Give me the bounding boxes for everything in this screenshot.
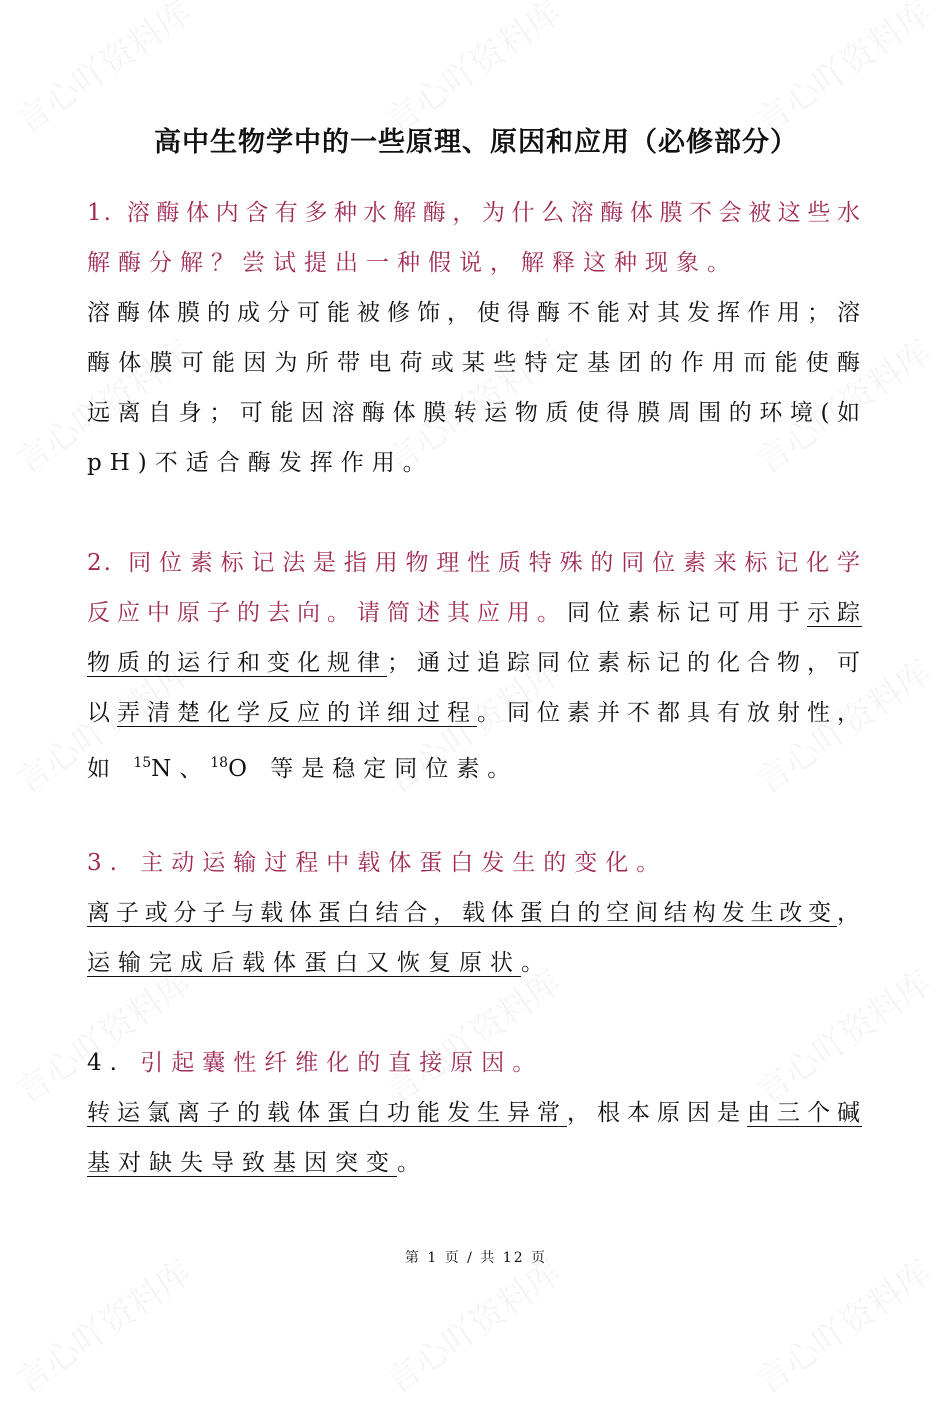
watermark bbox=[744, 1246, 939, 1403]
answer-text: 。 bbox=[397, 1150, 428, 1176]
text-line bbox=[87, 196, 862, 230]
answer-text: 。同位素并不都具有放射性， bbox=[477, 700, 862, 726]
text-line bbox=[87, 346, 862, 380]
underlined-answer: 基对缺失导致基因突变 bbox=[87, 1150, 397, 1176]
watermark bbox=[4, 1246, 199, 1403]
text-line bbox=[87, 946, 862, 980]
answer-text: 如 bbox=[87, 756, 134, 782]
underlined-answer: 弄清楚化学反应的详细过程 bbox=[117, 700, 477, 726]
text-line bbox=[87, 696, 862, 730]
text-line bbox=[87, 646, 862, 680]
answer-text: pH)不适合酶发挥作用。 bbox=[87, 450, 434, 476]
answer-text: 以 bbox=[87, 700, 117, 726]
text-line bbox=[87, 1146, 862, 1180]
answer-text: ， bbox=[837, 900, 862, 926]
question-text: 引起囊性纤维化的直接原因。 bbox=[140, 1050, 544, 1076]
answer-text: ，根本原因是 bbox=[567, 1100, 747, 1126]
superscript: 18 bbox=[210, 755, 229, 771]
underlined-answer: 示踪 bbox=[807, 600, 862, 626]
question-text: 3. 主动运输过程中载体蛋白发生的变化。 bbox=[87, 850, 668, 876]
underlined-answer: 转运氯离子的载体蛋白功能发生异常 bbox=[87, 1100, 567, 1126]
answer-text: N、 bbox=[151, 756, 211, 782]
text-line bbox=[87, 296, 862, 330]
text-line bbox=[87, 396, 862, 430]
watermark bbox=[374, 1246, 569, 1403]
answer-text: ；通过追踪同位素标记的化合物，可 bbox=[387, 650, 862, 676]
page-title: 高中生物学中的一些原理、原因和应用（必修部分） bbox=[154, 127, 798, 158]
text-line bbox=[87, 596, 862, 630]
answer-text: 。 bbox=[521, 950, 552, 976]
superscript: 15 bbox=[133, 755, 152, 771]
text-line bbox=[87, 896, 862, 930]
text-line bbox=[87, 746, 862, 780]
answer-text: 酶体膜可能因为所带电荷或某些特定基团的作用而能使酶 bbox=[87, 350, 862, 376]
text-line bbox=[87, 1046, 862, 1080]
text-line bbox=[87, 446, 862, 480]
question-text: 解酶分解？尝试提出一种假说，解释这种现象。 bbox=[87, 250, 738, 276]
answer-text: 同位素标记可用于 bbox=[567, 600, 807, 626]
underlined-answer: 运输完成后载体蛋白又恢复原状 bbox=[87, 950, 521, 976]
text-line bbox=[87, 246, 862, 280]
page-footer: 第 1 页 / 共 12 页 bbox=[404, 1250, 548, 1266]
text-line bbox=[87, 1096, 862, 1130]
answer-text: 远离自身；可能因溶酶体膜转运物质使得膜周围的环境(如 bbox=[87, 400, 862, 426]
answer-text: 溶酶体膜的成分可能被修饰，使得酶不能对其发挥作用；溶 bbox=[87, 300, 862, 326]
answer-text: O 等是稳定同位素。 bbox=[228, 756, 519, 782]
text-line bbox=[87, 546, 862, 580]
question-text: 反应中原子的去向。请简述其应用。 bbox=[87, 600, 567, 626]
question-text: 1. 溶酶体内含有多种水解酶，为什么溶酶体膜不会被这些水 bbox=[87, 200, 862, 226]
underlined-answer: 离子或分子与载体蛋白结合，载体蛋白的空间结构发生改变 bbox=[87, 900, 837, 926]
underlined-answer: 由三个碱 bbox=[747, 1100, 862, 1126]
question-text: 2. 同位素标记法是指用物理性质特殊的同位素来标记化学 bbox=[87, 550, 862, 576]
text-line bbox=[87, 846, 862, 880]
answer-text: 4. bbox=[87, 1050, 141, 1076]
underlined-answer: 物质的运行和变化规律 bbox=[87, 650, 387, 676]
